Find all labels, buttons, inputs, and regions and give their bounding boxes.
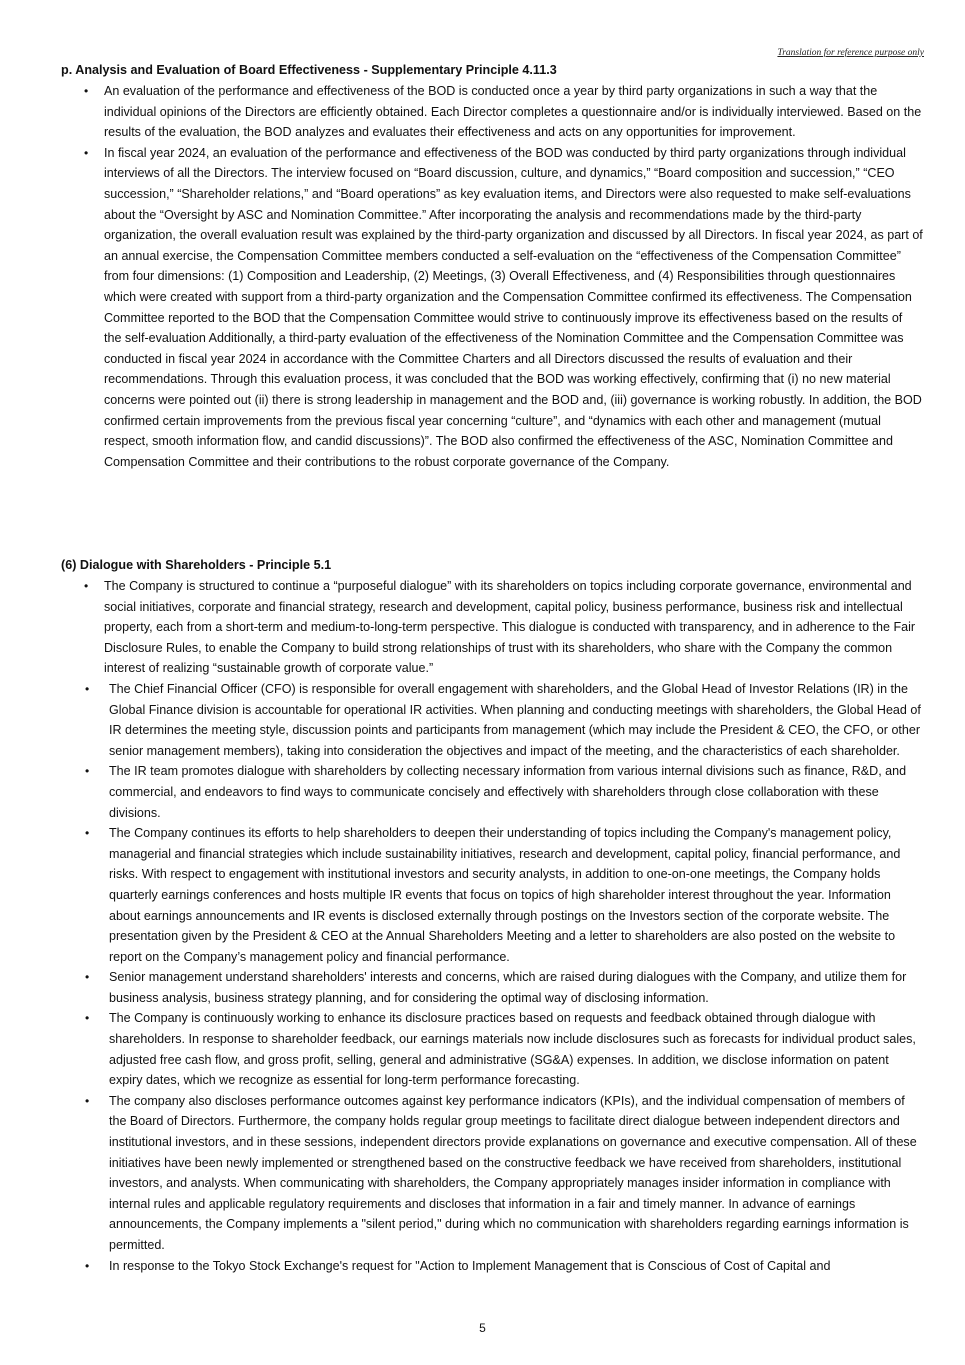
list-item (0, 576, 923, 679)
bullet-icon: • (85, 970, 90, 985)
list-item (0, 1008, 923, 1090)
bullet-icon: • (84, 84, 89, 98)
bullet-icon: • (85, 681, 90, 696)
list-item-text: An evaluation of the performance and effectiveness of the BOD is conducted once a year by third party organizations in such a way that the individual opinions of the Directors are efficiently obtained. Each Director completes a questionnaire and/or is individually interviewed. Based on the results of the evaluation, the BOD analyzes and evaluates their effectiveness and acts on any opportunities for improvement. (104, 84, 922, 140)
list-item-text: In fiscal year 2024, an evaluation of the performance and effectiveness of the BOD was conducted by third party organizations through individual interviews of all the Directors. The interview focused on “Board discussion, culture, and dynamics,” “Board composition and succession,” “CEO succession,” “Shareholder relations,” and “Board operations” as key evaluation items, and Directors were also requested to make self-evaluations about the “Oversight by ASC and Nomination Committee.” After incorporating the analysis and recommendations made by the third-party organization, the overall evaluation result was explained by the third-party organization and discussed by all Directors. In fiscal year 2024, as part of an annual exercise, the Compensation Committee members conducted a self-evaluation on the “effectiveness of the Compensation Committee” from four dimensions: (1) Composition and Leadership, (2) Meetings, (3) Overall Effectiveness, and (4) Responsibilities through questionnaires which were created with support from a third-party organization and the Compensation Committee confirmed its effectiveness. The Compensation Committee reported to the BOD that the Compensation Committee would strive to continuously improve its effectiveness based on the results of the self-evaluation Additionally, a third-party evaluation of the effectiveness of the Nomination Committee and the Compensation Committee was conducted in fiscal year 2024 in accordance with the Committee Charters and all Directors discussed the results of evaluation and their recommendations. Through this evaluation process, it was concluded that the BOD was working effectively, confirming that (i) no new material concerns were pointed out (ii) there is strong leadership in management and the BOD and, (iii) governance is working robustly. In addition, the BOD confirmed certain improvements from the previous fiscal year concerning “culture”, and “dynamics with each other and management (mutual respect, smooth information flow, and candid discussions)”. The BOD also confirmed the effectiveness of the ASC, Nomination Committee and Compensation Committee and their contributions to the robust corporate governance of the Company. (104, 145, 923, 469)
list-item (0, 143, 923, 473)
bullet-icon: • (85, 1258, 90, 1273)
section-6-bullet-list (0, 576, 923, 1276)
list-item (0, 967, 923, 1008)
bullet-icon: • (85, 1093, 90, 1108)
bullet-icon: • (84, 145, 89, 160)
bullet-icon: • (84, 579, 89, 593)
list-item (0, 1256, 923, 1277)
bullet-icon: • (85, 826, 90, 841)
list-item-text: The Company is continuously working to enhance its disclosure practices based on requests and feedback obtained through dialogue with shareholders. In response to shareholder feedback, our earnings materials now include disclosures such as forecasts for individual product sales, adjusted free cash flow, and gross profit, selling, general and administrative (SG&A) expenses. In addition, we disclose information on patent expiry dates, which we recognize as essential for long-term performance forecasting. (109, 1011, 916, 1088)
list-item-text: Senior management understand shareholders' interests and concerns, which are raised during dialogues with the Company, and utilize them for business analysis, business strategy planning, and for considering the optimal way of disclosing information. (109, 970, 907, 1005)
list-item-text: The Company is structured to continue a “purposeful dialogue” with its shareholders on topics including corporate governance, environmental and social initiatives, corporate and financial strategy, research and development, capital policy, business performance, business risk and intellectual property, each from a short-term and medium-to-long-term perspective. This dialogue is conducted with transparency, and in adherence to the Fair Disclosure Rules, to enable the Company to build strong relationships of trust with its shareholders, who share with the Company the common interest of realizing “sustainable growth of corporate value.” (104, 579, 916, 676)
section-p-bullet-list (0, 81, 923, 472)
list-item (0, 823, 923, 967)
list-item-text: The company also discloses performance outcomes against key performance indicators (KPIs), and the individual compensation of members of the Board of Directors. Furthermore, the company holds regular group meetings to facilitate direct dialogue between independent directors and institutional investors, and in these sessions, independent directors provide explanations on governance and executive compensation. All of these initiatives have been newly implemented or strengthened based on the constructive feedback we have received from shareholders, institutional investors, and analysts. When communicating with shareholders, the Company appropriately manages insider information in compliance with internal rules and applicable regulatory requirements and discloses that information in a fair and timely manner. In advance of earnings announcements, the Company implements a "silent period," during which no communication with shareholders regarding earnings information is permitted. (109, 1093, 917, 1252)
list-item (0, 761, 923, 823)
list-item-text: In response to the Tokyo Stock Exchange's request for "Action to Implement Management that is Conscious of Cost of Capital and (109, 1258, 831, 1273)
list-item-text: The Chief Financial Officer (CFO) is responsible for overall engagement with shareholders, and the Global Head of Investor Relations (IR) in the Global Finance division is accountable for operational IR activities. When planning and conducting meetings with shareholders, the Global Head of IR determines the meeting style, discussion points and participants from management (which may include the President & CEO, the CFO, or other senior management members), taking into consideration the objectives and impact of the meeting, and the characteristics of each shareholder. (109, 681, 921, 758)
bullet-icon: • (85, 1011, 90, 1026)
list-item-text: The Company continues its efforts to help shareholders to deepen their understanding of topics including the Company's management policy, managerial and financial strategies which include sustainability initiatives, research and development, capital policy, financial performance, and risks. With respect to engagement with institutional investors and security analysts, in addition to one-on-one meetings, the Company holds quarterly earnings conferences and hosts multiple IR events that focus on topics of high shareholder interest throughout the year. Information about earnings announcements and IR events is disclosed externally through postings on the Investors section of the corporate website. The presentation given by the President & CEO at the Annual Shareholders Meeting and a letter to shareholders are also posted on the website to report on the Company’s management policy and financial performance. (109, 826, 901, 964)
list-item-text: The IR team promotes dialogue with shareholders by collecting necessary information from various internal divisions such as finance, R&D, and commercial, and endeavors to find ways to communicate concisely and effectively with shareholders through close collaboration with these divisions. (109, 764, 907, 820)
list-item (0, 679, 923, 761)
list-item (0, 81, 923, 143)
translation-note: Translation for reference purpose only (777, 48, 924, 58)
list-item (0, 1091, 923, 1256)
section-6-heading: (6) Dialogue with Shareholders - Principle 5.1 (61, 558, 332, 572)
page-number: 5 (479, 1321, 486, 1335)
bullet-icon: • (85, 764, 90, 779)
section-p-heading: p. Analysis and Evaluation of Board Effectiveness - Supplementary Principle 4.11.3 (61, 63, 557, 77)
